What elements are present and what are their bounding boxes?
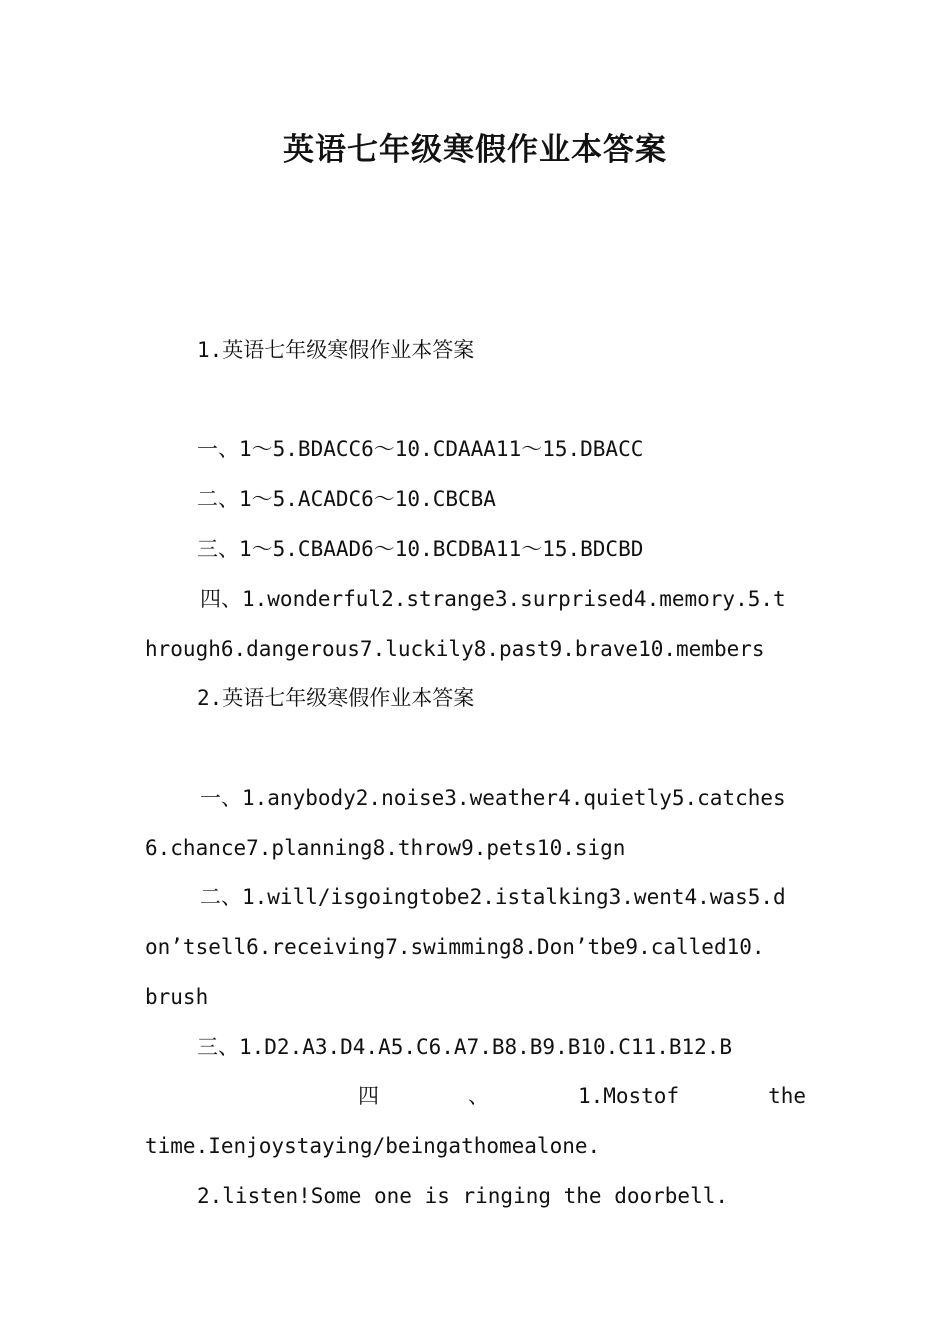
answer-line-text: 三、1.D2.A3.D4.A5.C6.A7.B8.B9.B10.C11.B12.B [197, 1035, 733, 1059]
answer-line-continued [145, 1121, 806, 1171]
answer-line-text: 一、1～5.BDACC6～10.CDAAA11～15.DBACC [197, 437, 644, 461]
section-heading-1 [145, 325, 806, 375]
section-heading-2-text: 2.英语七年级寒假作业本答案 [197, 686, 475, 710]
answer-line [200, 574, 806, 624]
answer-line-text: hrough6.dangerous7.luckily8.past9.brave10.members [145, 637, 765, 661]
justified-word: the [768, 1084, 806, 1108]
answer-line [145, 524, 806, 574]
answer-line-text: 6.chance7.planning8.throw9.pets10.sign [145, 836, 626, 860]
section-heading-2 [145, 673, 806, 723]
answer-line-continued [145, 972, 806, 1022]
answer-line [200, 773, 806, 823]
justified-words [358, 1071, 806, 1121]
justified-word: 1.Mostof [577, 1084, 680, 1108]
answer-line-continued [145, 624, 806, 674]
justified-word: 、 [467, 1084, 489, 1108]
answer-line [145, 1022, 806, 1072]
answer-line-continued [145, 823, 806, 873]
page-title: 英语七年级寒假作业本答案 [283, 132, 667, 168]
answer-line-text: brush [145, 985, 209, 1009]
answer-line-text: 四、1.wonderful2.strange3.surprised4.memory.5.t [200, 587, 786, 611]
justified-word: 四 [358, 1084, 379, 1108]
answer-line-text: 二、1.will/isgoingtobe2.istalking3.went4.was5.d [200, 885, 786, 909]
answer-line-text: 二、1～5.ACADC6～10.CBCBA [197, 487, 496, 511]
answer-line-text: time.Ienjoystaying/beingathomealone. [145, 1134, 601, 1158]
answer-line [145, 474, 806, 524]
answer-line-text: 一、1.anybody2.noise3.weather4.quietly5.catches [200, 786, 786, 810]
section-heading-1-text: 1.英语七年级寒假作业本答案 [197, 338, 475, 362]
answer-line [145, 424, 806, 474]
answer-line-text: 2.listen!Some one is ringing the doorbell. [197, 1184, 729, 1208]
answer-line-justified [358, 1071, 806, 1121]
answer-line-text: 三、1～5.CBAAD6～10.BCDBA11～15.BDCBD [197, 537, 644, 561]
answer-line [145, 1171, 806, 1221]
answer-line-text: on’tsell6.receiving7.swimming8.Don’tbe9.called10. [145, 935, 765, 959]
answer-line-continued [145, 922, 806, 972]
answer-line [200, 872, 806, 922]
